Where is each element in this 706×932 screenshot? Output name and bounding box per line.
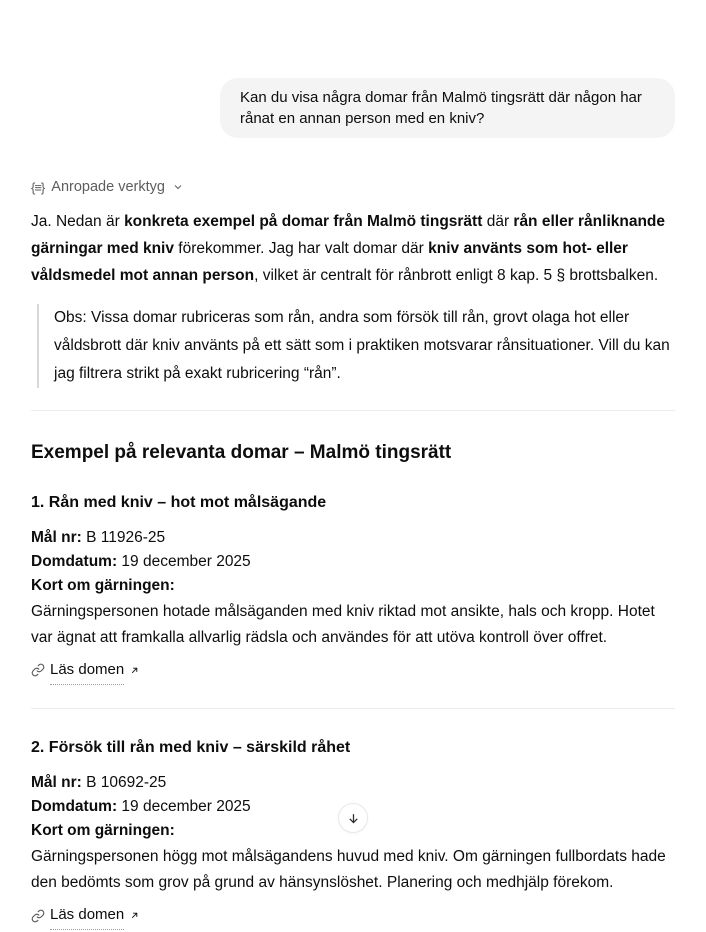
read-judgment-label: Läs domen: [50, 656, 124, 685]
intro-paragraph: [31, 208, 675, 289]
link-icon: [31, 909, 45, 923]
case-date-line: [31, 550, 675, 574]
arrow-down-icon: [346, 811, 361, 826]
user-message-bubble: Kan du visa några domar från Malmö tingsrätt där någon har rånat en annan person med en kniv?: [220, 78, 675, 138]
chat-thread: [31, 0, 675, 932]
intro-bold: rån eller rånliknande gärningar med kniv: [31, 212, 666, 257]
case-date-label: Domdatum:: [31, 798, 118, 815]
section-divider: [31, 708, 675, 709]
tool-calls-icon: {≡}: [31, 179, 45, 195]
case-number-label: Mål nr:: [31, 528, 82, 546]
external-link-icon: [129, 665, 140, 676]
case-heading: 2. Försök till rån med kniv – särskild råhet: [31, 739, 351, 756]
intro-bold: konkreta exempel på domar från Malmö tingsrätt: [124, 212, 483, 230]
case-date-value: 19 december 2025: [117, 798, 251, 815]
case-date-value: 19 december 2025: [117, 552, 251, 570]
case-heading: 1. Rån med kniv – hot mot målsägande: [31, 493, 327, 511]
case-description: Gärningspersonen högg mot målsägandens huvud med kniv. Om gärningen fullbordats hade den bedömts som grov på grund av hänsynslöshet. Planering och medhjälp förekom.: [31, 848, 666, 891]
note-blockquote: Obs: Vissa domar rubriceras som rån, andra som försök till rån, grovt olaga hot eller våldsbrott där kniv använts på ett sätt som i praktiken motsvarar rånsituationer. Vill du kan jag filtrera strikt på exakt rubricering “rån”.: [37, 304, 675, 388]
scroll-to-bottom-button[interactable]: [338, 803, 368, 833]
case-date-label: Domdatum:: [31, 552, 118, 570]
section-divider: [31, 410, 675, 411]
read-judgment-link[interactable]: [31, 656, 140, 685]
case-about-label: Kort om gärningen:: [31, 822, 175, 839]
case-number-line: [31, 526, 675, 550]
read-judgment-link[interactable]: [31, 901, 140, 930]
case-meta: [31, 526, 675, 598]
case-item: [31, 738, 675, 932]
read-judgment-label: Läs domen: [50, 901, 124, 930]
link-icon: [31, 663, 45, 677]
intro-bold: kniv använts som hot- eller våldsmedel mot annan person: [31, 239, 628, 284]
intro-text: där: [482, 212, 514, 230]
case-about-line: [31, 574, 675, 598]
tool-calls-label: Anropade verktyg: [51, 179, 165, 195]
case-number-label: Mål nr:: [31, 774, 82, 791]
case-number-value: B 11926-25: [81, 528, 166, 546]
intro-text: Ja. Nedan är: [31, 212, 125, 230]
intro-text: , vilket är centralt för rånbrott enligt 8 kap. 5 § brottsbalken.: [254, 266, 659, 284]
external-link-icon: [129, 910, 140, 921]
case-description: Gärningspersonen hotade målsäganden med kniv riktad mot ansikte, hals och kropp. Hotet var ägnat att framkalla allvarlig rädsla och användes för att utöva kontroll över offret.: [31, 602, 655, 646]
case-about-label: Kort om gärningen:: [31, 576, 175, 594]
user-message-row: [31, 78, 675, 138]
case-item: [31, 493, 675, 687]
case-number-line: [31, 771, 675, 795]
tool-calls-disclosure[interactable]: [31, 179, 184, 195]
chevron-down-icon: [172, 181, 184, 193]
intro-text: förekommer. Jag har valt domar där: [173, 239, 429, 257]
section-title: Exempel på relevanta domar – Malmö tingsrätt: [31, 441, 452, 463]
case-number-value: B 10692-25: [81, 774, 167, 791]
